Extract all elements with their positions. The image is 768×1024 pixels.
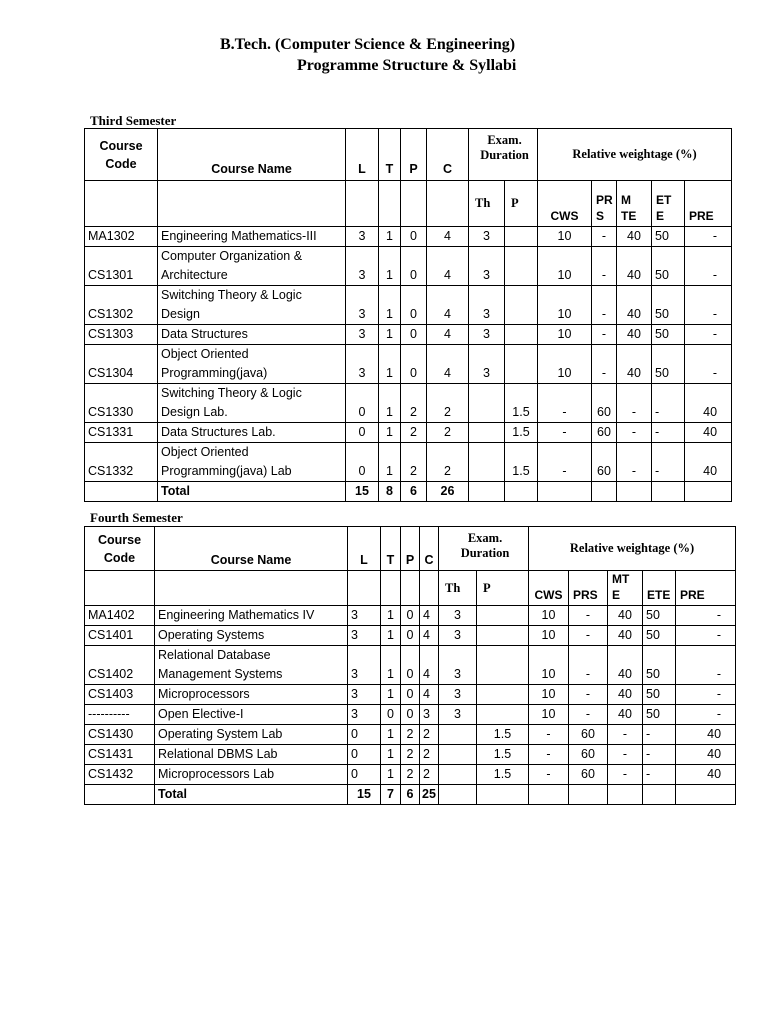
weight-prs: 60 (592, 423, 617, 443)
course-code: ---------- (85, 705, 155, 725)
weight-pre: - (685, 227, 732, 247)
credit-T: 1 (379, 227, 401, 247)
credit-T: 1 (379, 325, 401, 345)
weight-prs: 60 (592, 443, 617, 482)
weight-pre: 40 (685, 443, 732, 482)
course-code: CS1332 (85, 443, 158, 482)
weight-mte: 40 (617, 227, 652, 247)
exam-p (505, 345, 538, 384)
credit-P: 2 (401, 443, 427, 482)
weight-cws: - (529, 765, 569, 785)
exam-th: 3 (439, 685, 477, 705)
credit-T: 1 (381, 646, 401, 685)
weight-pre: - (685, 345, 732, 384)
credit-T: 1 (381, 606, 401, 626)
header-prs: PRS (569, 571, 608, 606)
credit-P: 0 (401, 705, 420, 725)
weight-ete: 50 (652, 325, 685, 345)
credit-L: 3 (348, 626, 381, 646)
total-label: Total (155, 785, 348, 805)
credit-P: 2 (401, 725, 420, 745)
weight-cws: 10 (529, 626, 569, 646)
header-pre: PRE (685, 181, 732, 227)
weight-mte: - (608, 725, 643, 745)
weight-pre: - (676, 606, 736, 626)
third-semester-heading: Third Semester (90, 113, 177, 128)
credit-T: 0 (381, 705, 401, 725)
header-course-code: Course Code (85, 527, 155, 571)
credit-T: 1 (379, 247, 401, 286)
weight-cws: - (538, 384, 592, 423)
credit-P: 0 (401, 646, 420, 685)
total-T: 8 (379, 482, 401, 502)
header-C: C (420, 527, 439, 571)
weight-mte: 40 (608, 626, 643, 646)
third-semester-table (84, 128, 732, 502)
course-code: CS1430 (85, 725, 155, 745)
credit-C: 4 (420, 646, 439, 685)
course-code: CS1401 (85, 626, 155, 646)
weight-prs: - (569, 626, 608, 646)
exam-th: 3 (439, 626, 477, 646)
credit-T: 1 (379, 443, 401, 482)
weight-ete: 50 (643, 606, 676, 626)
exam-th: 3 (439, 646, 477, 685)
table-row (85, 384, 732, 423)
credit-T: 1 (379, 423, 401, 443)
exam-th: 3 (469, 227, 505, 247)
credit-L: 3 (346, 345, 379, 384)
weight-prs: - (569, 685, 608, 705)
table-row (85, 345, 732, 384)
table-row (85, 606, 736, 626)
weight-ete: 50 (643, 705, 676, 725)
weight-ete: - (643, 725, 676, 745)
header-th: Th (439, 571, 477, 606)
course-name: Open Elective-I (155, 705, 348, 725)
weight-prs: 60 (569, 745, 608, 765)
weight-cws: 10 (529, 606, 569, 626)
header-pre: PRE (676, 571, 736, 606)
course-name: Operating System Lab (155, 725, 348, 745)
header-mte: M TE (617, 181, 652, 227)
course-name: Data Structures (158, 325, 346, 345)
weight-ete: 50 (643, 626, 676, 646)
weight-pre: - (685, 325, 732, 345)
course-code: CS1432 (85, 765, 155, 785)
credit-L: 3 (346, 286, 379, 325)
table-row (85, 443, 732, 482)
course-name: Microprocessors (155, 685, 348, 705)
header-P: P (401, 527, 420, 571)
credit-P: 2 (401, 384, 427, 423)
exam-p (477, 626, 529, 646)
credit-P: 0 (401, 345, 427, 384)
fourth-semester-heading: Fourth Semester (90, 510, 183, 525)
weight-prs: - (569, 705, 608, 725)
header-P: P (401, 129, 427, 181)
course-code: CS1304 (85, 345, 158, 384)
exam-th: 3 (439, 606, 477, 626)
credit-L: 3 (346, 227, 379, 247)
weight-cws: - (529, 725, 569, 745)
weight-prs: - (592, 345, 617, 384)
credit-C: 2 (427, 384, 469, 423)
course-name: Relational DBMS Lab (155, 745, 348, 765)
course-code: CS1301 (85, 247, 158, 286)
weight-prs: - (592, 325, 617, 345)
exam-th: 3 (469, 247, 505, 286)
header-course-name: Course Name (158, 129, 346, 181)
weight-cws: 10 (538, 345, 592, 384)
credit-C: 4 (427, 345, 469, 384)
weight-ete: - (652, 423, 685, 443)
course-name: Relational Database Management Systems (155, 646, 348, 685)
table-row (85, 765, 736, 785)
weight-pre: - (685, 247, 732, 286)
weight-cws: 10 (529, 685, 569, 705)
credit-P: 2 (401, 423, 427, 443)
weight-cws: - (538, 423, 592, 443)
course-code: CS1302 (85, 286, 158, 325)
credit-T: 1 (379, 345, 401, 384)
weight-ete: 50 (652, 345, 685, 384)
weight-cws: 10 (538, 227, 592, 247)
header-C: C (427, 129, 469, 181)
total-L: 15 (348, 785, 381, 805)
course-code: CS1330 (85, 384, 158, 423)
exam-p (477, 685, 529, 705)
weight-pre: 40 (676, 725, 736, 745)
weight-prs: - (592, 227, 617, 247)
weight-ete: 50 (643, 685, 676, 705)
weight-mte: 40 (608, 646, 643, 685)
table-row (85, 705, 736, 725)
exam-p: 1.5 (477, 745, 529, 765)
exam-th (439, 745, 477, 765)
total-label: Total (158, 482, 346, 502)
weight-mte: - (617, 384, 652, 423)
course-name: Object Oriented Programming(java) Lab (158, 443, 346, 482)
credit-C: 4 (420, 606, 439, 626)
weight-prs: - (569, 606, 608, 626)
weight-mte: - (617, 423, 652, 443)
weight-pre: - (676, 705, 736, 725)
weight-prs: - (592, 286, 617, 325)
weight-pre: - (676, 685, 736, 705)
course-name: Object Oriented Programming(java) (158, 345, 346, 384)
weight-prs: 60 (569, 765, 608, 785)
credit-C: 4 (420, 685, 439, 705)
exam-p (505, 325, 538, 345)
credit-T: 1 (381, 685, 401, 705)
exam-th: 3 (469, 345, 505, 384)
fourth-semester-table (84, 526, 736, 805)
course-name: Data Structures Lab. (158, 423, 346, 443)
course-code: MA1402 (85, 606, 155, 626)
table-row (85, 247, 732, 286)
exam-p (477, 606, 529, 626)
weight-mte: 40 (617, 286, 652, 325)
weight-mte: 40 (617, 247, 652, 286)
credit-C: 4 (427, 227, 469, 247)
course-code: CS1303 (85, 325, 158, 345)
credit-L: 3 (348, 685, 381, 705)
credit-P: 0 (401, 626, 420, 646)
header-course-name: Course Name (155, 527, 348, 571)
header-exam-duration: Exam. Duration (439, 527, 529, 571)
course-code: CS1403 (85, 685, 155, 705)
credit-C: 3 (420, 705, 439, 725)
header-prs: PR S (592, 181, 617, 227)
course-name: Computer Organization & Architecture (158, 247, 346, 286)
table-row (85, 626, 736, 646)
exam-p (477, 705, 529, 725)
credit-P: 2 (401, 745, 420, 765)
course-name: Microprocessors Lab (155, 765, 348, 785)
exam-th: 3 (469, 325, 505, 345)
credit-L: 0 (346, 384, 379, 423)
table-row (85, 646, 736, 685)
table-row (85, 745, 736, 765)
course-name: Switching Theory & Logic Design (158, 286, 346, 325)
table-row (85, 685, 736, 705)
exam-p: 1.5 (505, 423, 538, 443)
weight-cws: 10 (538, 325, 592, 345)
credit-L: 3 (346, 247, 379, 286)
course-name: Engineering Mathematics-III (158, 227, 346, 247)
credit-C: 4 (427, 286, 469, 325)
header-T: T (381, 527, 401, 571)
weight-prs: - (592, 247, 617, 286)
exam-th: 3 (469, 286, 505, 325)
header-mte: MT E (608, 571, 643, 606)
weight-ete: - (652, 443, 685, 482)
total-P: 6 (401, 482, 427, 502)
exam-th (439, 725, 477, 745)
weight-ete: 50 (652, 227, 685, 247)
weight-cws: 10 (538, 286, 592, 325)
header-p-exam: P (505, 181, 538, 227)
table-row (85, 725, 736, 745)
exam-th (469, 384, 505, 423)
header-p-exam: P (477, 571, 529, 606)
header-cws: CWS (529, 571, 569, 606)
credit-C: 2 (427, 443, 469, 482)
credit-L: 3 (346, 325, 379, 345)
course-code: CS1331 (85, 423, 158, 443)
table-row (85, 423, 732, 443)
weight-mte: 40 (608, 606, 643, 626)
header-exam-duration: Exam. Duration (469, 129, 538, 181)
course-code: CS1402 (85, 646, 155, 685)
credit-T: 1 (381, 765, 401, 785)
credit-T: 1 (381, 725, 401, 745)
exam-p (505, 247, 538, 286)
credit-T: 1 (381, 745, 401, 765)
weight-prs: 60 (569, 725, 608, 745)
header-T: T (379, 129, 401, 181)
weight-pre: 40 (685, 384, 732, 423)
header-L: L (346, 129, 379, 181)
credit-C: 2 (420, 725, 439, 745)
weight-cws: 10 (529, 705, 569, 725)
credit-L: 0 (348, 725, 381, 745)
table-row (85, 227, 732, 247)
exam-p: 1.5 (505, 384, 538, 423)
header-ete: ETE (643, 571, 676, 606)
total-L: 15 (346, 482, 379, 502)
credit-C: 4 (427, 247, 469, 286)
credit-C: 2 (427, 423, 469, 443)
total-T: 7 (381, 785, 401, 805)
weight-pre: 40 (676, 745, 736, 765)
header-th: Th (469, 181, 505, 227)
weight-ete: 50 (643, 646, 676, 685)
document-subtitle: Programme Structure & Syllabi (297, 57, 517, 74)
credit-L: 0 (348, 765, 381, 785)
credit-L: 3 (348, 646, 381, 685)
course-code: MA1302 (85, 227, 158, 247)
credit-L: 3 (348, 606, 381, 626)
exam-th (469, 423, 505, 443)
total-C: 25 (420, 785, 439, 805)
exam-p (477, 646, 529, 685)
credit-P: 0 (401, 325, 427, 345)
credit-L: 0 (346, 423, 379, 443)
credit-P: 2 (401, 765, 420, 785)
weight-ete: 50 (652, 286, 685, 325)
credit-P: 0 (401, 606, 420, 626)
weight-mte: 40 (608, 685, 643, 705)
exam-p (505, 286, 538, 325)
weight-ete: - (643, 745, 676, 765)
weight-mte: - (608, 745, 643, 765)
course-code: CS1431 (85, 745, 155, 765)
credit-T: 1 (379, 384, 401, 423)
exam-th (439, 765, 477, 785)
credit-L: 0 (348, 745, 381, 765)
credit-T: 1 (379, 286, 401, 325)
total-P: 6 (401, 785, 420, 805)
exam-p: 1.5 (477, 725, 529, 745)
weight-mte: 40 (617, 325, 652, 345)
credit-P: 0 (401, 247, 427, 286)
header-relative-weightage: Relative weightage (%) (529, 527, 736, 571)
header-relative-weightage: Relative weightage (%) (538, 129, 732, 181)
course-name: Operating Systems (155, 626, 348, 646)
credit-P: 0 (401, 685, 420, 705)
header-cws: CWS (538, 181, 592, 227)
weight-cws: 10 (538, 247, 592, 286)
document-title: B.Tech. (Computer Science & Engineering) (220, 36, 516, 53)
weight-mte: 40 (617, 345, 652, 384)
exam-p: 1.5 (477, 765, 529, 785)
credit-C: 2 (420, 765, 439, 785)
weight-prs: - (569, 646, 608, 685)
credit-C: 4 (427, 325, 469, 345)
weight-pre: - (676, 646, 736, 685)
header-course-code: Course Code (85, 129, 158, 181)
exam-th: 3 (439, 705, 477, 725)
weight-cws: - (538, 443, 592, 482)
header-L: L (348, 527, 381, 571)
weight-pre: 40 (685, 423, 732, 443)
credit-L: 3 (348, 705, 381, 725)
credit-C: 2 (420, 745, 439, 765)
table-row (85, 286, 732, 325)
weight-ete: - (643, 765, 676, 785)
credit-T: 1 (381, 626, 401, 646)
exam-th (469, 443, 505, 482)
credit-P: 0 (401, 227, 427, 247)
credit-L: 0 (346, 443, 379, 482)
exam-p: 1.5 (505, 443, 538, 482)
weight-mte: 40 (608, 705, 643, 725)
credit-C: 4 (420, 626, 439, 646)
course-name: Engineering Mathematics IV (155, 606, 348, 626)
table-row (85, 325, 732, 345)
weight-cws: - (529, 745, 569, 765)
credit-P: 0 (401, 286, 427, 325)
weight-pre: 40 (676, 765, 736, 785)
weight-pre: - (685, 286, 732, 325)
weight-prs: 60 (592, 384, 617, 423)
weight-pre: - (676, 626, 736, 646)
weight-mte: - (617, 443, 652, 482)
exam-p (505, 227, 538, 247)
weight-ete: - (652, 384, 685, 423)
course-name: Switching Theory & Logic Design Lab. (158, 384, 346, 423)
weight-ete: 50 (652, 247, 685, 286)
total-C: 26 (427, 482, 469, 502)
weight-cws: 10 (529, 646, 569, 685)
weight-mte: - (608, 765, 643, 785)
header-ete: ET E (652, 181, 685, 227)
